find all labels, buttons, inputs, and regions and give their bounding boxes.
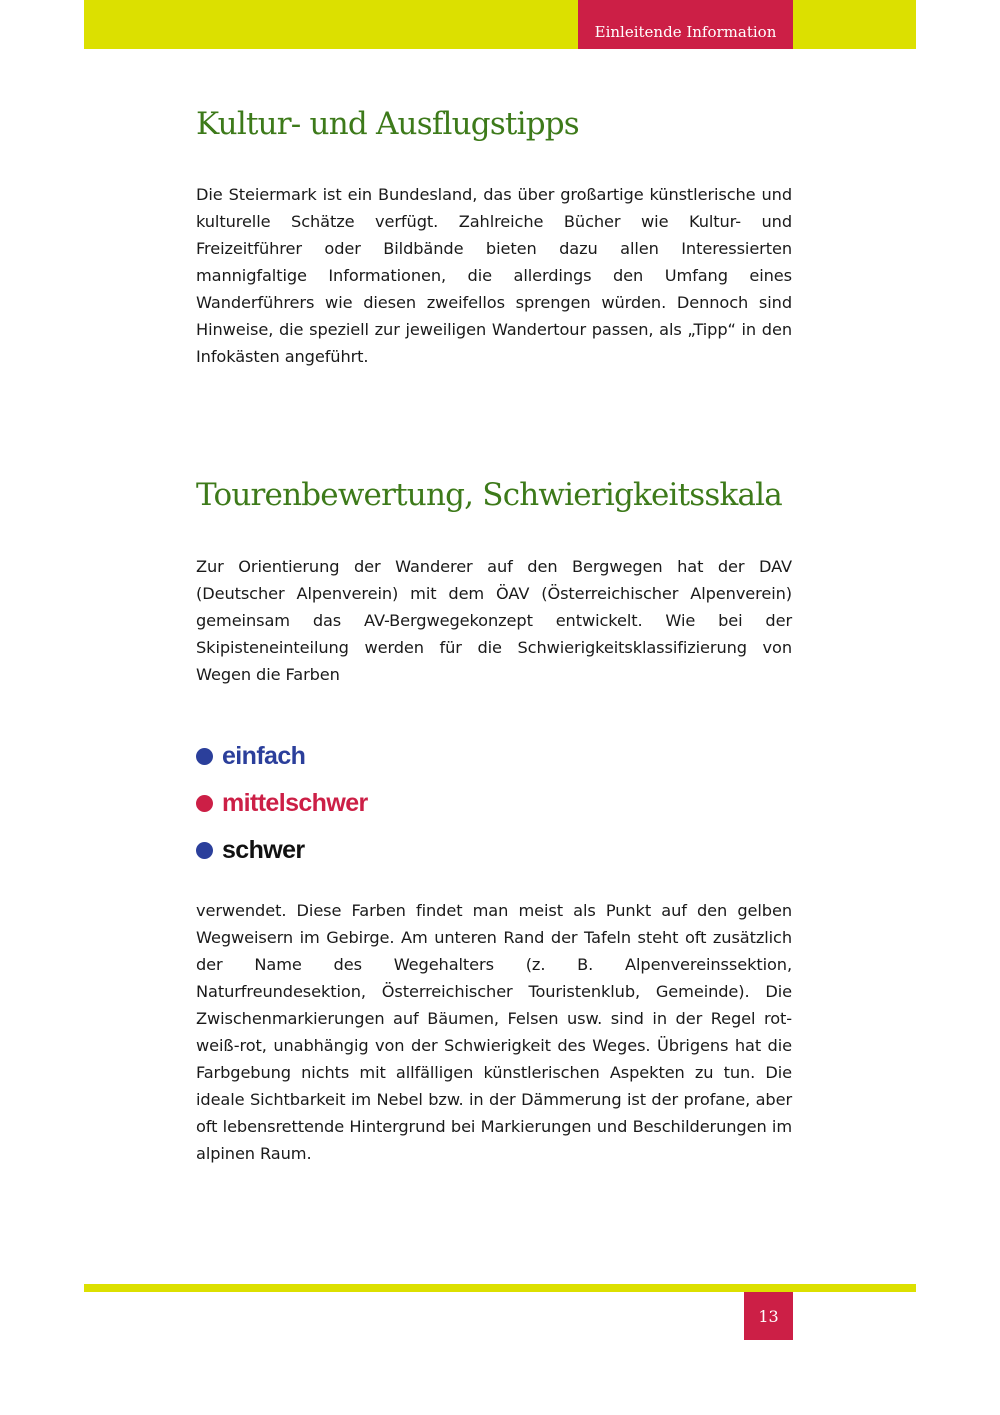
difficulty-label: mittelschwer [222, 789, 368, 817]
blue-dot-icon [196, 748, 213, 765]
kultur-heading: Kultur- und Ausflugstipps [196, 106, 579, 142]
difficulty-label: schwer [222, 836, 305, 864]
difficulty-easy [196, 733, 368, 780]
touren-heading: Tourenbewertung, Schwierigkeitsskala [196, 477, 782, 513]
difficulty-hard [196, 827, 368, 874]
difficulty-legend [196, 733, 368, 874]
section-label: Einleitende Information [578, 0, 793, 49]
black-dot-icon [196, 842, 213, 859]
difficulty-medium [196, 780, 368, 827]
footer-band [84, 1284, 916, 1292]
touren-intro-paragraph: Zur Orientierung der Wanderer auf den Bergwegen hat der DAV (Deutscher Alpenverein) mit dem ÖAV (Österreichischer Alpenverein) gemeinsam das AV-Bergwegekonzept entwickelt. Wie bei der Skipisteneinteilung werden für die Schwierigkeitsklassifizierung von Wegen die Farben [196, 557, 792, 684]
kultur-paragraph: Die Steiermark ist ein Bundesland, das über großartige künstlerische und kulturelle Schätze verfügt. Zahlreiche Bücher wie Kultur- und Freizeitführer oder Bildbände bieten dazu allen Interessierten mannigfaltige Informationen, die allerdings den Umfang eines Wanderführers wie diesen zweifellos sprengen würden. Dennoch sind Hinweise, die speziell zur jeweiligen Wandertour passen, als „Tipp“ in den Infokästen angeführt. [196, 185, 792, 366]
difficulty-label: einfach [222, 742, 306, 770]
page-number: 13 [744, 1292, 793, 1340]
touren-outro-paragraph: verwendet. Diese Farben findet man meist als Punkt auf den gelben Wegweisern im Gebirge. Am unteren Rand der Tafeln steht oft zusätzlich der Name des Wegehalters (z. B. Alpenvereinssektion, Naturfreundesektion, Österreichischer Touristenklub, Gemeinde). Die Zwischenmarkierungen auf Bäumen, Felsen usw. sind in der Regel rot-weiß-rot, unabhängig von der Schwierigkeit des Weges. Übrigens hat die Farbgebung nichts mit allfälligen künstlerischen Aspekten zu tun. Die ideale Sichtbarkeit im Nebel bzw. in der Dämmerung ist der profane, aber oft lebensrettende Hintergrund bei Markierungen und Beschilderungen im alpinen Raum. [196, 901, 792, 1163]
red-dot-icon [196, 795, 213, 812]
